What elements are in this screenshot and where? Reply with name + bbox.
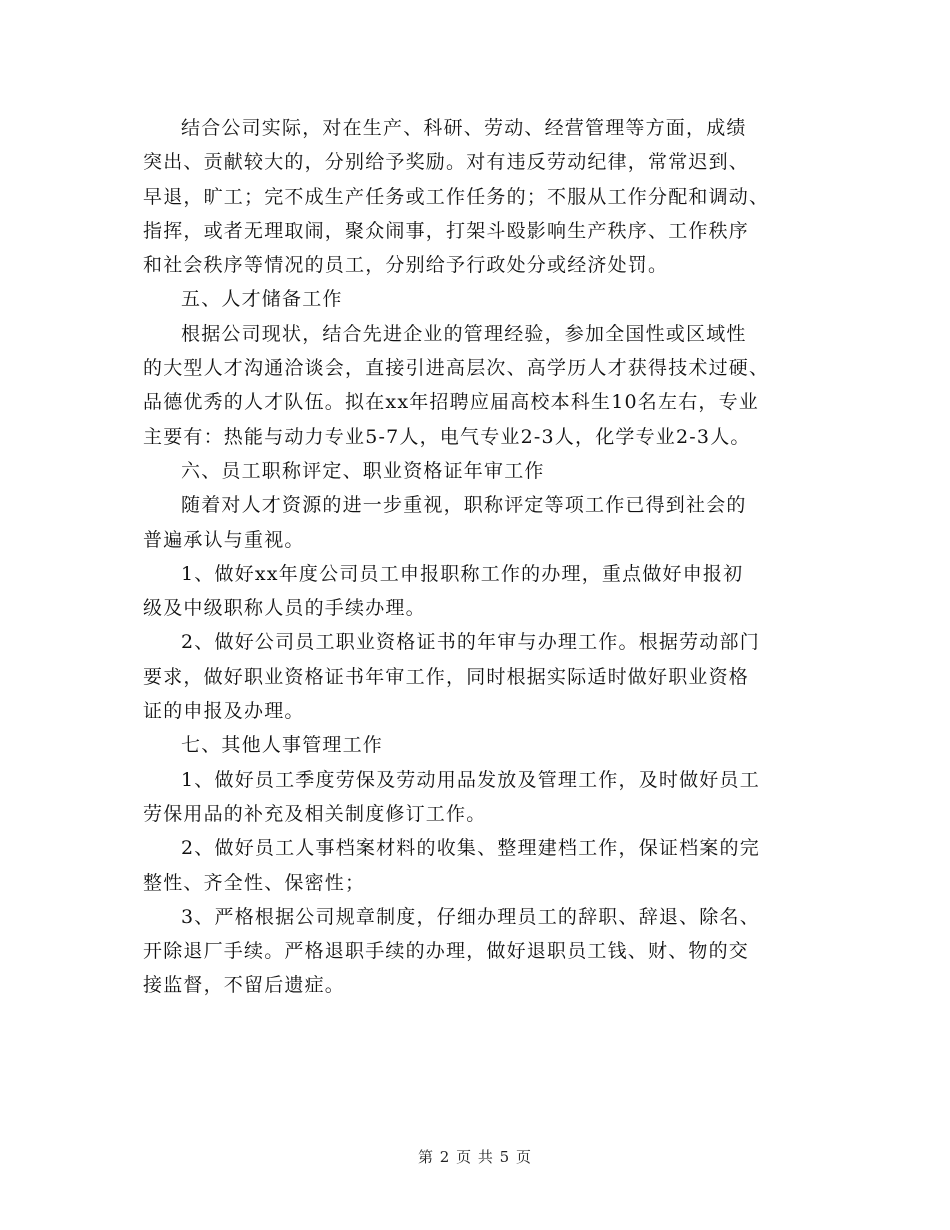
paragraph-title-item-2 bbox=[143, 625, 815, 728]
text-line: 开除退厂手续。严格退职手续的办理，做好退职员工钱、财、物的交 bbox=[143, 940, 750, 963]
paragraph-other-item-2 bbox=[143, 831, 815, 900]
text-line: 突出、贡献较大的，分别给予奖励。对有违反劳动纪律，常常迟到、 bbox=[143, 151, 750, 174]
paragraph-title-item-1 bbox=[143, 557, 815, 626]
text-line: 五、人才储备工作 bbox=[181, 288, 343, 311]
text-line: 六、员工职称评定、职业资格证年审工作 bbox=[181, 459, 545, 482]
section-heading-talent-reserve bbox=[143, 282, 815, 316]
paragraph-other-item-1 bbox=[143, 763, 815, 832]
text-line: 结合公司实际，对在生产、科研、劳动、经营管理等方面，成绩 bbox=[181, 117, 747, 139]
text-line: 早退，旷工；完不成生产任务或工作任务的；不服从工作分配和调动、 bbox=[143, 185, 770, 208]
section-heading-title-evaluation bbox=[143, 454, 815, 488]
document-body bbox=[143, 111, 815, 1003]
text-line: 主要有：热能与动力专业5-7人，电气专业2-3人，化学专业2-3人。 bbox=[143, 425, 751, 448]
text-line: 劳保用品的补充及相关制度修订工作。 bbox=[143, 802, 487, 825]
paragraph-talent-reserve bbox=[143, 317, 815, 454]
text-line: 证的申报及办理。 bbox=[143, 700, 305, 723]
text-line: 根据公司现状，结合先进企业的管理经验，参加全国性或区域性 bbox=[181, 322, 747, 345]
section-heading-other-hr bbox=[143, 728, 815, 762]
text-line: 1、做好xx年度公司员工申报职称工作的办理，重点做好申报初 bbox=[181, 562, 744, 585]
text-line: 级及中级职称人员的手续办理。 bbox=[143, 597, 426, 620]
text-line: 随着对人才资源的进一步重视，职称评定等项工作已得到社会的 bbox=[181, 494, 747, 517]
text-line: 整性、齐全性、保密性； bbox=[143, 871, 366, 894]
text-line: 3、严格根据公司规章制度，仔细办理员工的辞职、辞退、除名、 bbox=[181, 905, 760, 928]
text-line: 2、做好公司员工职业资格证书的年审与办理工作。根据劳动部门 bbox=[181, 631, 760, 654]
text-line: 1、做好员工季度劳保及劳动用品发放及管理工作，及时做好员工 bbox=[181, 768, 760, 791]
text-line: 品德优秀的人才队伍。拟在xx年招聘应届高校本科生10名左右，专业 bbox=[143, 391, 760, 414]
text-line: 要求，做好职业资格证书年审工作，同时根据实际适时做好职业资格 bbox=[143, 665, 750, 688]
paragraph-title-evaluation-intro bbox=[143, 488, 815, 557]
page-number: 第 2 页 共 5 页 bbox=[418, 1148, 532, 1166]
text-line: 普遍承认与重视。 bbox=[143, 528, 305, 551]
text-line: 和社会秩序等情况的员工，分别给予行政处分或经济处罚。 bbox=[143, 254, 669, 277]
text-line: 2、做好员工人事档案材料的收集、整理建档工作，保证档案的完 bbox=[181, 837, 760, 860]
text-line: 七、其他人事管理工作 bbox=[181, 734, 384, 757]
paragraph-reward-penalty bbox=[143, 111, 815, 282]
paragraph-other-item-3 bbox=[143, 900, 815, 1003]
text-line: 指挥，或者无理取闹，聚众闹事，打架斗殴影响生产秩序、工作秩序 bbox=[143, 219, 750, 242]
text-line: 接监督，不留后遗症。 bbox=[143, 974, 346, 997]
text-line: 的大型人才沟通洽谈会，直接引进高层次、高学历人才获得技术过硬、 bbox=[143, 357, 770, 380]
